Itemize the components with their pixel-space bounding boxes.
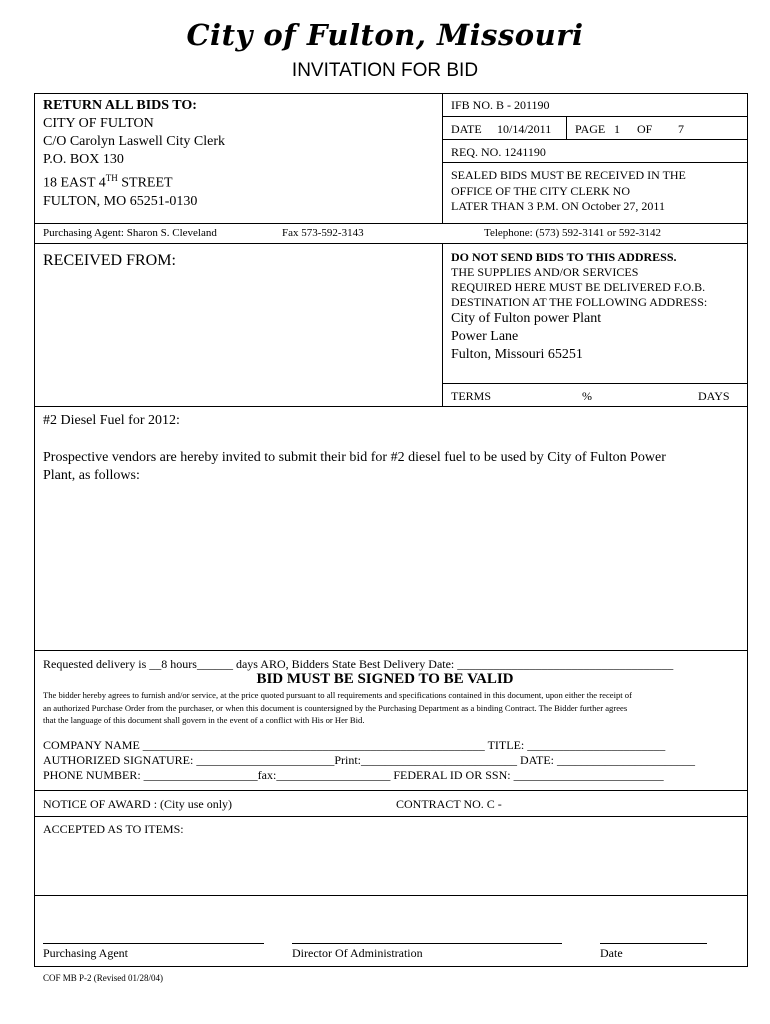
no-bids-warning: DO NOT SEND BIDS TO THIS ADDRESS. — [451, 250, 677, 264]
return-line-3: P.O. BOX 130 — [43, 152, 124, 167]
page-subtitle: INVITATION FOR BID — [291, 60, 479, 81]
bidder-fields — [43, 738, 695, 783]
notice-of-award: NOTICE OF AWARD : (City use only) — [43, 797, 233, 811]
must-sign-notice: BID MUST BE SIGNED TO BE VALID — [256, 671, 514, 687]
terms-days: DAYS — [698, 389, 730, 403]
terms-label: TERMS — [451, 389, 492, 403]
director-label: Director Of Administration — [292, 946, 423, 960]
fax-number: Fax 573-592-3143 — [282, 227, 364, 239]
return-city-line: FULTON, MO 65251-0130 — [43, 193, 198, 209]
purchasing-agent-label: Purchasing Agent — [43, 946, 128, 960]
authorized-signature-field[interactable]: AUTHORIZED SIGNATURE: _______________________Print:__________________________ DATE: _______________________ — [43, 753, 695, 767]
item-title: #2 Diesel Fuel for 2012: — [43, 413, 180, 428]
req-number: REQ. NO. 1241190 — [451, 145, 546, 159]
date-signature-line[interactable] — [600, 943, 707, 944]
invitation-paragraph: Prospective vendors are hereby invited to submit their bid for #2 diesel fuel to be used by City of Fulton Power Plant, as follows: — [43, 450, 666, 483]
company-name-field[interactable]: COMPANY NAME _________________________________________________________ TITLE: _______________________ — [43, 738, 666, 752]
delivery-address: City of Fulton power Plant Power Lane Fulton, Missouri 65251 — [451, 311, 602, 362]
form-id: COF MB P-2 (Revised 01/28/04) — [43, 973, 164, 983]
sealed-bids-notice: SEALED BIDS MUST BE RECEIVED IN THE OFFICE OF THE CITY CLERK NO LATER THAN 3 P.M. ON October 27, 2011 — [451, 168, 686, 213]
purchasing-agent: Purchasing Agent: Sharon S. Cleveland — [43, 227, 217, 239]
purchasing-agent-signature-line[interactable] — [43, 943, 264, 944]
of-label: OF — [637, 122, 653, 136]
return-line-1: CITY OF FULTON — [43, 116, 154, 131]
return-street: 18 EAST 4TH STREET — [43, 173, 173, 191]
page-label: PAGE — [575, 122, 606, 136]
page-number: 1 — [614, 122, 620, 136]
page-total: 7 — [678, 122, 684, 136]
ifb-number: IFB NO. B - 201190 — [451, 98, 550, 112]
date-label: DATE — [451, 122, 482, 136]
return-address-block — [43, 97, 225, 211]
accepted-as-to-items: ACCEPTED AS TO ITEMS: — [43, 822, 184, 836]
date-value: 10/14/2011 — [497, 122, 552, 136]
page-title: City of Fulton, Missouri — [186, 18, 584, 52]
requested-delivery-line: Requested delivery is __8 hours______ days ARO, Bidders State Best Delivery Date: ____________________________________ — [43, 657, 674, 671]
director-signature-line[interactable] — [292, 943, 562, 944]
contract-number: CONTRACT NO. C - — [396, 797, 502, 811]
terms-percent: % — [582, 389, 592, 403]
agreement-text: The bidder hereby agrees to furnish and/or service, at the price quoted pursuant to all requirements and specifications contained in this document, upon either the receipt of an authorized Purchase Order from the purchaser, or when this document is countersigned by the Purchasing Department as a binding Contract. The Bidder further agrees that the language of this document shall govern in the event of a conflict with His or Her Bid. — [43, 690, 632, 725]
received-from-label: RECEIVED FROM: — [43, 252, 176, 269]
date-label-signature: Date — [600, 946, 623, 960]
telephone: Telephone: (573) 592-3141 or 592-3142 — [484, 227, 662, 239]
phone-number-field[interactable]: PHONE NUMBER: ___________________fax:___________________ FEDERAL ID OR SSN: _________________________ — [43, 768, 664, 782]
delivery-block: DO NOT SEND BIDS TO THIS ADDRESS. THE SUPPLIES AND/OR SERVICES REQUIRED HERE MUST BE DELIVERED F.O.B. DESTINATION AT THE FOLLOWING ADDRESS: — [451, 250, 708, 309]
return-line-2: C/O Carolyn Laswell City Clerk — [43, 134, 225, 149]
return-heading: RETURN ALL BIDS TO: — [43, 98, 197, 113]
